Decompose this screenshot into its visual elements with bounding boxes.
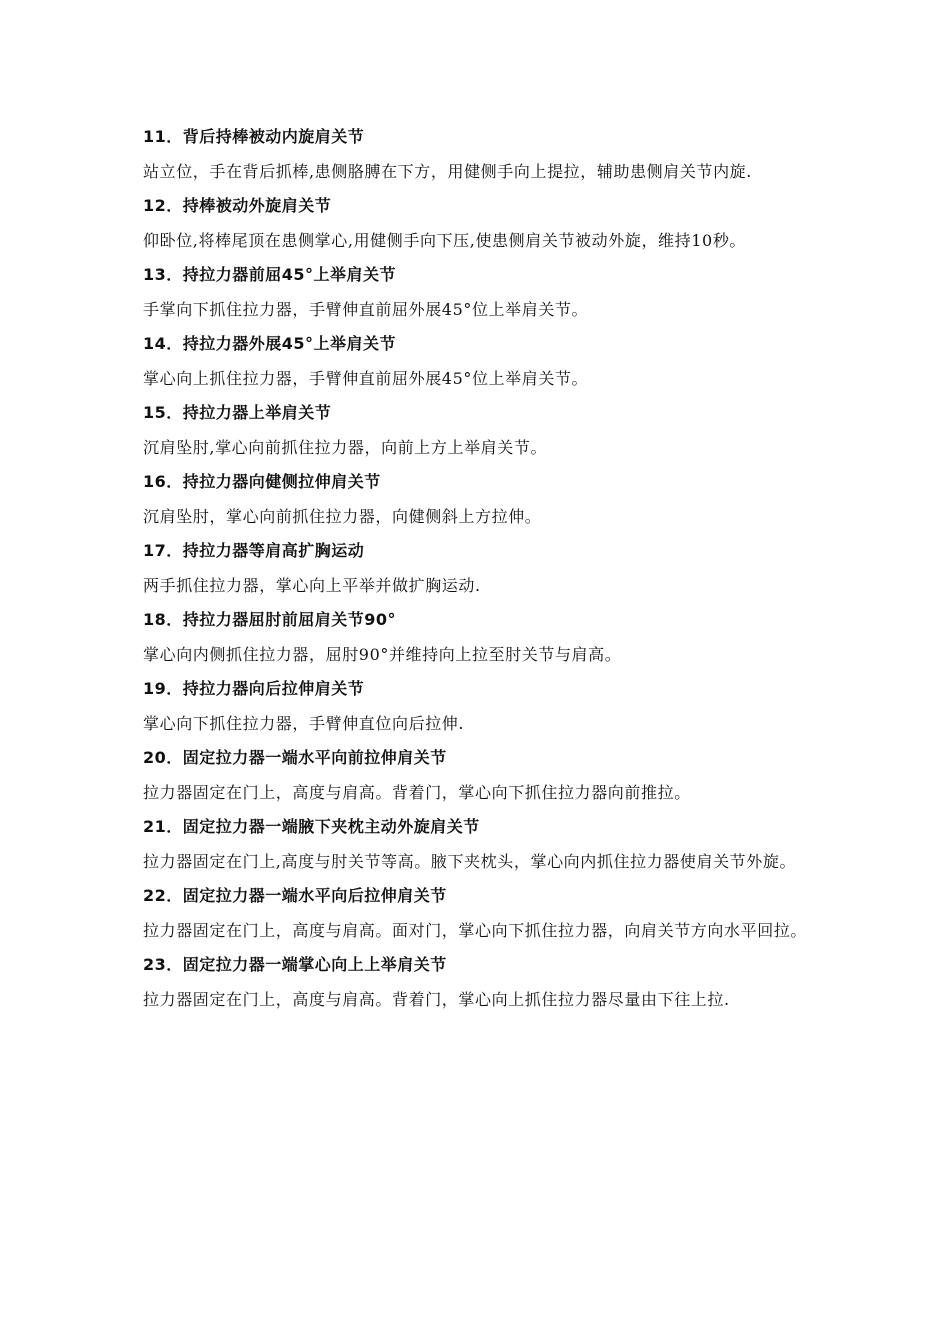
exercise-item-13 (143, 258, 811, 327)
exercise-item-16 (143, 465, 811, 534)
exercise-description: 手掌向下抓住拉力器，手臂伸直前屈外展45°位上举肩关节。 (143, 300, 589, 319)
exercise-title: 19．持拉力器向后拉伸肩关节 (143, 679, 365, 698)
exercise-description: 掌心向内侧抓住拉力器，屈肘90°并维持向上拉至肘关节与肩高。 (143, 645, 622, 664)
exercise-item-21 (143, 810, 811, 879)
exercise-description: 拉力器固定在门上，高度与肩高。背着门，掌心向下抓住拉力器向前推拉。 (143, 783, 691, 802)
exercise-description: 站立位，手在背后抓棒,患侧胳膊在下方，用健侧手向上提拉，辅助患侧肩关节内旋. (143, 162, 752, 181)
exercise-description: 沉肩坠肘,掌心向前抓住拉力器，向前上方上举肩关节。 (143, 438, 548, 457)
exercise-title: 21．固定拉力器一端腋下夹枕主动外旋肩关节 (143, 817, 480, 836)
exercise-item-20 (143, 741, 811, 810)
exercise-description: 仰卧位,将棒尾顶在患侧掌心,用健侧手向下压,使患侧肩关节被动外旋，维持10秒。 (143, 231, 747, 250)
exercise-title: 16．持拉力器向健侧拉伸肩关节 (143, 472, 381, 491)
exercise-title: 22．固定拉力器一端水平向后拉伸肩关节 (143, 886, 447, 905)
exercise-item-12 (143, 189, 811, 258)
exercise-title: 11．背后持棒被动内旋肩关节 (143, 127, 365, 146)
exercise-list (143, 120, 811, 1017)
exercise-item-15 (143, 396, 811, 465)
exercise-title: 15．持拉力器上举肩关节 (143, 403, 332, 422)
exercise-title: 12．持棒被动外旋肩关节 (143, 196, 332, 215)
exercise-title: 14．持拉力器外展45°上举肩关节 (143, 334, 397, 353)
exercise-description: 拉力器固定在门上，高度与肩高。面对门，掌心向下抓住拉力器，向肩关节方向水平回拉。 (143, 921, 808, 940)
exercise-item-18 (143, 603, 811, 672)
exercise-description: 掌心向上抓住拉力器，手臂伸直前屈外展45°位上举肩关节。 (143, 369, 589, 388)
exercise-description: 两手抓住拉力器，掌心向上平举并做扩胸运动. (143, 576, 481, 595)
exercise-item-11 (143, 120, 811, 189)
exercise-description: 拉力器固定在门上,高度与肘关节等高。腋下夹枕头，掌心向内抓住拉力器使肩关节外旋。 (143, 852, 797, 871)
exercise-item-17 (143, 534, 811, 603)
exercise-title: 17．持拉力器等肩高扩胸运动 (143, 541, 365, 560)
exercise-title: 13．持拉力器前屈45°上举肩关节 (143, 265, 397, 284)
exercise-title: 20．固定拉力器一端水平向前拉伸肩关节 (143, 748, 447, 767)
exercise-title: 23．固定拉力器一端掌心向上上举肩关节 (143, 955, 447, 974)
exercise-description: 掌心向下抓住拉力器，手臂伸直位向后拉伸. (143, 714, 465, 733)
exercise-item-14 (143, 327, 811, 396)
exercise-title: 18．持拉力器屈肘前屈肩关节90° (143, 610, 397, 629)
exercise-description: 沉肩坠肘，掌心向前抓住拉力器，向健侧斜上方拉伸。 (143, 507, 542, 526)
exercise-item-19 (143, 672, 811, 741)
exercise-item-22 (143, 879, 811, 948)
exercise-description: 拉力器固定在门上，高度与肩高。背着门，掌心向上抓住拉力器尽量由下往上拉. (143, 990, 730, 1009)
exercise-item-23 (143, 948, 811, 1017)
